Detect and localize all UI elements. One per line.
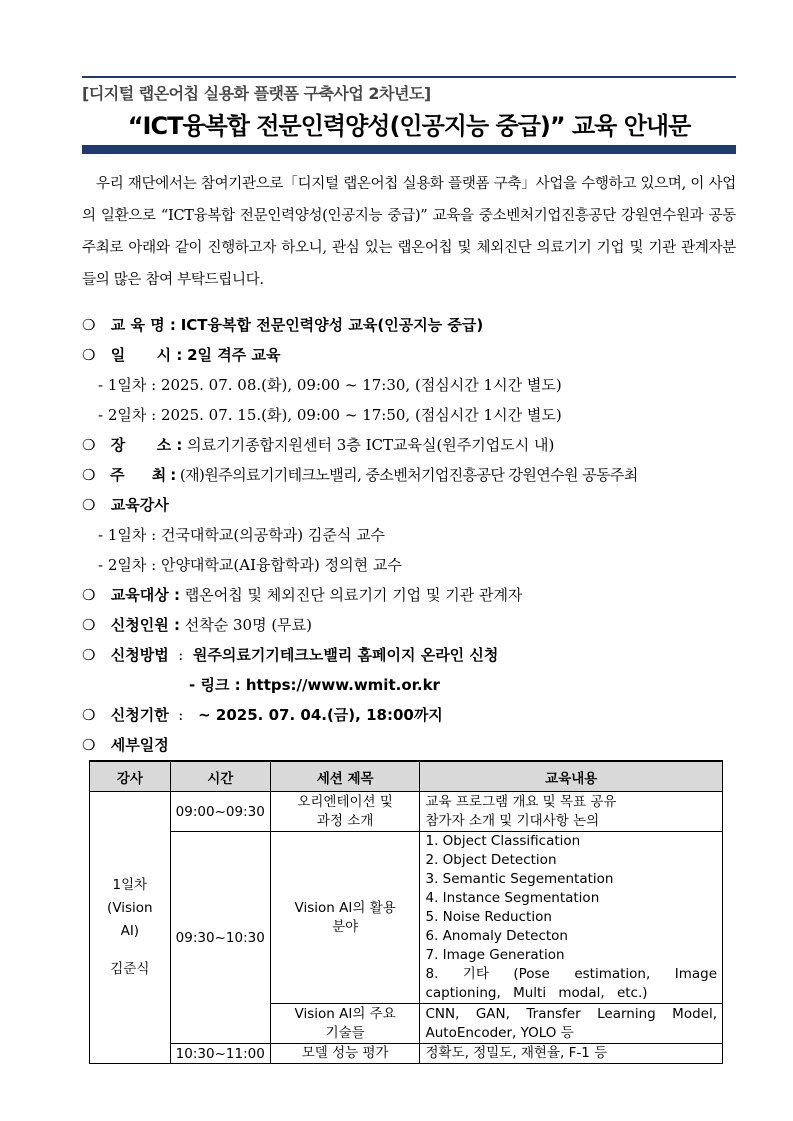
item-course: ❍ 교 육 명 : ICT융복합 전문인력양성 교육(인공지능 중급) — [82, 310, 736, 340]
schedule-table — [89, 760, 723, 1064]
intro-paragraph: 우리 재단에서는 참여기관으로「디지털 랩온어칩 실용화 플랫폼 구축」사업을 수행하고 있으며, 이 사업의 일환으로 “ICT융복합 전문인력양성(인공지능 중급)” 교육을 중소벤처기업진흥공단 강원연수원과 공동주최로 아래와 같이 진행하고자 하오니, 관심 있는 랩온어칩 및 체외진단 의료기기 기업 및 기관 관계자분들의 많은 참여 부탁드립니다. — [82, 176, 736, 288]
time-cell: 09:00~09:30 — [170, 792, 270, 832]
table-row — [90, 832, 723, 1004]
item-instructor: ❍ 교육강사 — [82, 490, 736, 520]
bullet-icon: ❍ — [82, 436, 96, 454]
bullet-icon: ❍ — [82, 496, 96, 514]
instructor-cell: 1일차 (Vision AI) 김준식 — [90, 792, 171, 1064]
bullet-icon: ❍ — [82, 736, 96, 754]
bullet-icon: ❍ — [82, 616, 96, 634]
title-bar — [82, 145, 736, 154]
top-rule — [82, 76, 736, 78]
date-day2: - 2일차 : 2025. 07. 15.(화), 09:00 ~ 17:50, (점심시간 1시간 별도) — [98, 406, 562, 424]
doc-title: “ICT융복합 전문인력양성(인공지능 중급)” 교육 안내문 — [127, 112, 691, 140]
item-capacity: ❍ 신청인원 : 선착순 30명 (무료) — [82, 610, 736, 640]
signup-link[interactable]: - 링크 : https://www.wmit.or.kr — [189, 676, 440, 694]
session-cell: Vision AI의 주요 기술들 — [270, 1004, 420, 1044]
item-method: ❍ 신청방법 : 원주의료기기테크노밸리 홈페이지 온라인 신청 — [82, 640, 736, 670]
column-header: 교육내용 — [420, 761, 723, 792]
bullet-icon: ❍ — [82, 466, 95, 484]
item-host: ❍ 주 최 : (재)원주의료기기테크노밸리, 중소벤처기업진흥공단 강원연수원 공동주최 — [82, 460, 736, 490]
instructor-day2: - 2일차 : 안양대학교(AI융합학과) 정의현 교수 — [98, 556, 402, 574]
column-header: 시간 — [170, 761, 270, 792]
session-cell: 모델 성능 평가 — [270, 1044, 420, 1064]
info-list — [82, 310, 736, 760]
time-cell: 10:30~11:00 — [170, 1044, 270, 1064]
date-day1: - 1일차 : 2025. 07. 08.(화), 09:00 ~ 17:30, (점심시간 1시간 별도) — [98, 376, 562, 394]
doc-subtitle: [디지털 랩온어칩 실용화 플랫폼 구축사업 2차년도] — [82, 84, 431, 103]
session-cell: 오리엔테이션 및 과정 소개 — [270, 792, 420, 832]
item-target: ❍ 교육대상 : 랩온어칩 및 체외진단 의료기기 기업 및 기관 관계자 — [82, 580, 736, 610]
item-date: ❍ 일 시 : 2일 격주 교육 — [82, 340, 736, 370]
table-row — [90, 792, 723, 832]
item-place: ❍ 장 소 : 의료기기종합지원센터 3층 ICT교육실(원주기업도시 내) — [82, 430, 736, 460]
bullet-icon: ❍ — [82, 586, 96, 604]
bullet-icon: ❍ — [82, 316, 96, 334]
item-deadline: ❍ 신청기한 : ~ 2025. 07. 04.(금), 18:00까지 — [82, 700, 736, 730]
content-cell: 정확도, 정밀도, 재현율, F-1 등 — [420, 1044, 723, 1064]
column-header: 강사 — [90, 761, 171, 792]
bullet-icon: ❍ — [82, 706, 96, 724]
column-header: 세션 제목 — [270, 761, 420, 792]
time-cell: 09:30~10:30 — [170, 832, 270, 1044]
table-row — [90, 1044, 723, 1064]
instructor-day1: - 1일차 : 건국대학교(의공학과) 김준식 교수 — [98, 526, 386, 544]
bullet-icon: ❍ — [82, 646, 96, 664]
bullet-icon: ❍ — [82, 346, 96, 364]
item-schedule: ❍ 세부일정 — [82, 730, 736, 760]
content-cell: 1. Object Classification 2. Object Detection 3. Semantic Segementation 4. Instance Segmentation 5. Noise Reduction 6. Anomaly Detecton 7. Image Generation 8. 기타 (Pose estimation, Image captioning, Multi modal, etc.) — [420, 832, 723, 1004]
content-cell: CNN, GAN, Transfer Learning Model, AutoEncoder, YOLO 등 — [420, 1004, 723, 1044]
document-page — [82, 76, 736, 760]
content-cell: 교육 프로그램 개요 및 목표 공유 참가자 소개 및 기대사항 논의 — [420, 792, 723, 832]
session-cell: Vision AI의 활용 분야 — [270, 832, 420, 1004]
table-header-row — [90, 761, 723, 792]
